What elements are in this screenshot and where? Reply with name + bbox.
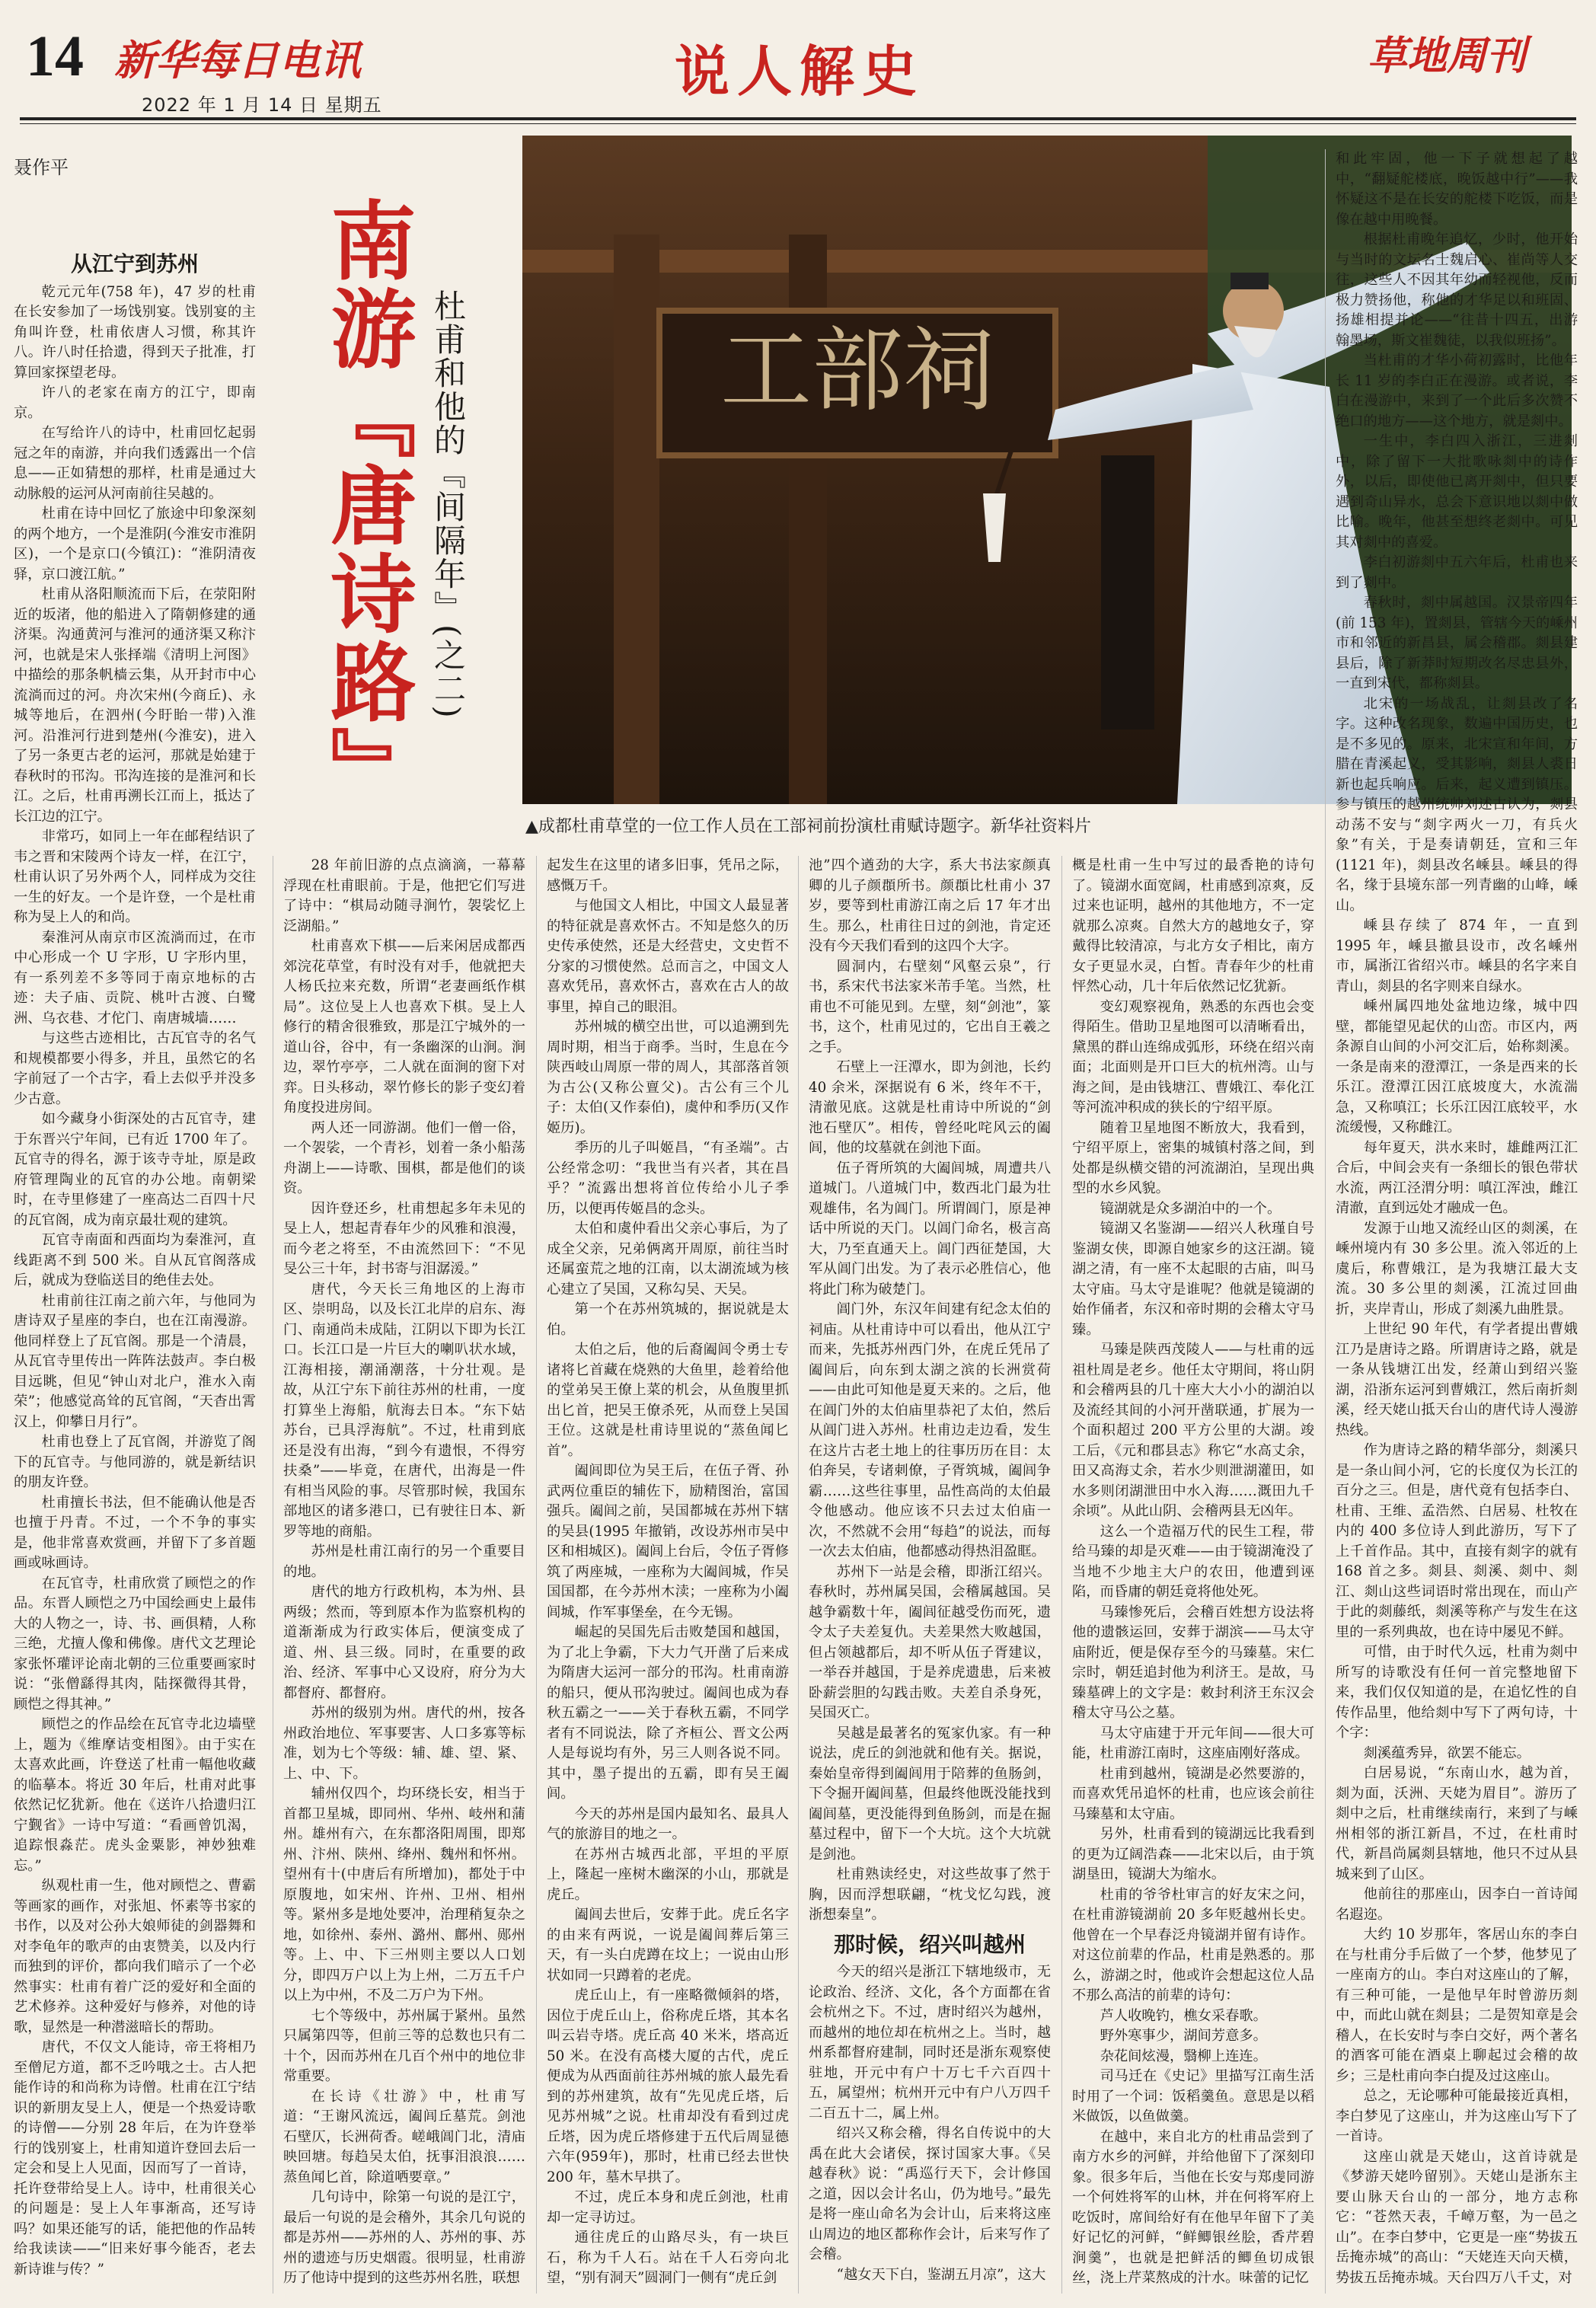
text-column <box>1072 856 1314 2294</box>
paragraph: 杜甫前往江南之前六年，与他同为唐诗双子星座的李白，也在江南漫游。他同样登上了瓦官阁。那是一个清晨，从瓦官寺里传出一阵阵法鼓声。李白极目远眺，但见“钟山对北户，淮水入南荣”；他感觉高耸的瓦官阁，“天杳出霄汉上，仰攀日月行”。 <box>14 1292 256 1430</box>
paragraph: 在苏州古城西北部，平坦的平原上，隆起一座树木幽深的小山，那就是虎丘。 <box>547 1846 789 1903</box>
paragraph: 镜湖又名鉴湖——绍兴人秋瑾自号鉴湖女侠，即源自她家乡的这汪湖。镜湖之清，有一座不太起眼的古庙，叫马太守庙。马太守是谁呢？他就是镜湖的始作俑者，东汉和帝时期的会稽太守马臻。 <box>1072 1221 1314 1338</box>
paragraph: 司马迁在《史记》里描写江南生活时用了一个词：饭稻羹鱼。意思是以稻米做饭，以鱼做羹。 <box>1072 2068 1314 2124</box>
paragraph: 北宋的一场战乱，让剡县改了名字。这种改名现象，数遍中国历史，也是不多见的。原来，北宋宣和年间，方腊在青溪起义，受其影响，剡县人裘日新也起兵响应。后来，起义遭到镇压。参与镇压的越州统帅刘述古认为，剡县动荡不安与“剡字两火一刀，有兵火象”有关，于是奏请朝廷，宣和三年(1121 年)，剡县改名嵊县。嵊县的得名，缘于县境东部一列青幽的山峰，嵊山。 <box>1336 695 1578 914</box>
column-divider <box>798 856 799 2294</box>
paragraph: 顾恺之的作品绘在瓦官寺北边墙壁上，题为《维摩诘变相图》。由于实在太喜欢此画，许登送了杜甫一幅他收藏的临摹本。将近 30 年后，杜甫对此事依然记忆犹新。他在《送许八拾遗归江宁觐省》一诗中写道：“看画曾饥渴，追踪恨淼茫。虎头金粟影，神妙独难忘。” <box>14 1716 256 1874</box>
paragraph: 芦人收晚钓，樵女采春歌。 <box>1100 2007 1267 2024</box>
paragraph: 今天的苏州是国内最知名、最具人气的旅游目的地之一。 <box>547 1805 789 1842</box>
page-number: 14 <box>26 24 84 88</box>
paragraph: 苏州是杜甫江南行的另一个重要目的地。 <box>283 1543 525 1580</box>
text-column <box>547 856 789 2294</box>
paragraph: 因许登还乡，杜甫想起多年未见的旻上人，想起青春年少的风雅和浪漫，而今老之将至，不由流然回下：“不见旻公三十年，封书寄与泪潺湲。” <box>283 1200 525 1277</box>
paragraph-continued: 池”四个遒劲的大字，系大书法家颜真卿的儿子颜頵所书。颜頵比杜甫小 37 岁，要等到杜甫游江南之后 17 年才出生。那么，杜甫往日过的剑池，肯定还没有今天我们看到的这四个大字。 <box>809 857 1051 954</box>
photo-caption: ▲成都杜甫草堂的一位工作人员在工部祠前扮演杜甫赋诗题字。新华社资料片 <box>525 817 1091 836</box>
paragraph: 阖闾去世后，安葬于此。虎丘名字的由来有两说，一说是阖闾葬后第三天，有一头白虎蹲在坟上；一说由山形状如同一只蹲着的老虎。 <box>547 1907 789 1984</box>
paragraph: 杜甫到越州，镜湖是必然要游的，而喜欢凭吊追怀的杜甫，也应该会前往马臻墓和太守庙。 <box>1072 1765 1314 1822</box>
paragraph: 石壁上一汪潭水，即为剑池，长约 40 余米，深据说有 6 米，终年不干，清澈见底。这就是杜甫诗中所说的“剑池石壁仄”。相传，曾经叱咤风云的阖闾，他的坟墓就在剑池下面。 <box>809 1059 1051 1156</box>
paragraph-continued: 概是杜甫一生中写过的最香艳的诗句了。镜湖水面宽阔，杜甫感到凉爽，反过来也证明，越州的其他地方，不一定就那么凉爽。自然大方的越地女子，穿戴得比较清凉，与北方女子相比，南方女子更显水灵，白皙。青春年少的杜甫怦然心动，几十年后依然记忆犹新。 <box>1072 857 1314 994</box>
paragraph: 另外，杜甫看到的镜湖远比我看到的更为辽阔浩森——北宋以后，由于筑湖垦田，镜湖大为缩水。 <box>1072 1826 1314 1882</box>
paragraph: 李白初游剡中五六年后，杜甫也来到了剡中。 <box>1336 554 1578 591</box>
paragraph: 虎丘山上，有一座略微倾斜的塔，因位于虎丘山上，俗称虎丘塔，其本名叫云岩寺塔。虎丘高 40 米米，塔高近 50 米。在没有高楼大厦的古代，虎丘便成为从西面前往苏州城的旅人最先看到的苏州建筑，故有“先见虎丘塔，后见苏州城”之说。杜甫却没有看到过虎丘塔，因为虎丘塔修建于五代后周显德六年(959年)，那时，杜甫已经去世快 200 年，墓木早拱了。 <box>547 1987 789 2185</box>
paragraph: 杜甫熟读经史，对这些故事了然于胸，因而浮想联翩，“枕戈忆勾践，渡浙想秦皇”。 <box>809 1866 1051 1923</box>
paragraph: 几句诗中，除第一句说的是江宁，最后一句说的是会稽外，其余几句说的都是苏州——苏州的人、苏州的事、苏州的遗迹与历史烟霞。很明显，杜甫游历了他诗中提到的这些苏州名胜，联想 <box>283 2189 525 2286</box>
paragraph: 两人还一同游湖。他们一僧一俗，一个袈裟，一个青衫，划着一条小船荡舟湖上——诗歌、围棋，都是他们的谈资。 <box>283 1119 525 1196</box>
paragraph: 纵观杜甫一生，他对顾恺之、曹霸等画家的画作，对张旭、怀素等书家的书作，以及对公孙大娘师徒的剑器舞和对李龟年的歌声的由衷赞美，以及内行而独到的评价，都向我们暗示了一个必然事实：杜甫有着广泛的爱好和全面的艺术修养。这种爱好与修养，对他的诗歌，显然是一种潜滋暗长的帮助。 <box>14 1878 256 2035</box>
paragraph: 第一个在苏州筑城的，据说就是太伯。 <box>547 1301 789 1338</box>
paragraph: 太伯之后，他的后裔阖闾令勇士专诸将匕首藏在烧熟的大鱼里，趁着给他的堂弟吴王僚上菜的机会，从鱼腹里抓出匕首，把吴王僚杀死，从而登上吴国王位。这就是杜甫诗里说的“蒸鱼闻匕首”。 <box>547 1342 789 1459</box>
text-column <box>809 856 1051 2294</box>
paragraph-continued: 和此牢固，他一下子就想起了越中，“翻疑舵楼底，晚饭越中行”——我怀疑这不是在长安的舵楼下吃饭，而是像在越中用晚餐。 <box>1336 151 1578 228</box>
paragraph: 变幻观察视角，熟悉的东西也会变得陌生。借助卫星地图可以清晰看出，黛黑的群山连绵成弧形，环绕在绍兴南面；北面则是开口巨大的杭州湾。山与海之间，是由钱塘江、曹娥江、奉化江等河流冲积成的狭长的宁绍平原。 <box>1072 998 1314 1116</box>
paragraph: 苏州的级别为州。唐代的州，按各州政治地位、军事要害、人口多寡等标准，划为七个等级：辅、雄、望、紧、上、中、下。 <box>283 1705 525 1782</box>
paragraph: 马臻是陕西茂陵人——与杜甫的远祖杜周是老乡。他任太守期间，将山阴和会稽两县的几十座大大小小的湖泊以及流经其间的小河开凿联通，扩展为一个面积超过 200 平方公里的大湖。竣工后，《元和郡县志》称它“水高丈余，田又高海丈余，若水少则泄湖灌田，如水多则闭湖泄田中水入海……溉田九千余顷”。从此山阴、会稽两县无凶年。 <box>1072 1342 1314 1519</box>
section-heading: 从江宁到苏州 <box>70 251 199 276</box>
paragraph: 不过，虎丘本身和虎丘剑池，杜甫却一定寻访过。 <box>547 2189 789 2226</box>
paragraph: 唐代，不仅文人能诗，帝王将相乃至僧尼方道，都不乏吟哦之士。古人把能作诗的和尚称为诗僧。杜甫在江宁结识的新朋友旻上人，便是一个热爱诗歌的诗僧——分别 28 年后，在为许登举行的饯别宴上，杜甫知道许登回去后一定会和旻上人见面，因而写了一首诗，托许登带给旻上人。诗中，杜甫很关心的问题是：旻上人年事渐高，还写诗吗？如果还能写的话，能把他的作品转给我读读——“旧来好事今能否，老去新诗谁与传？” <box>14 2039 256 2278</box>
paragraph: 杜甫也登上了瓦官阁，并游览了阁下的瓦官寺。与他同游的，就是新结识的朋友许登。 <box>14 1434 256 1490</box>
paragraph: 杜甫擅长书法，但不能确认他是否也擅于丹青。不过，一个不争的事实是，他非常喜欢赏画，并留下了多首题画或咏画诗。 <box>14 1494 256 1571</box>
author-byline: 聂作平 <box>14 157 69 178</box>
paragraph: 绍兴又称会稽，得名自传说中的大禹在此大会诸侯，探讨国家大事。《吴越春秋》说：“禹巡行天下，会计修国之道，因以会计名山，仍为地号。”最先是将一座山命名为会计山，后来将这座山周边的地区都称作会计，后来写作了会稽。 <box>809 2125 1051 2262</box>
header-rule <box>20 117 1576 120</box>
issue-date: 2022 年 1 月 14 日 星期五 <box>142 94 382 116</box>
paragraph: 乾元元年(758 年)，47 岁的杜甫在长安参加了一场饯别宴。饯别宴的主角叫许登，杜甫依唐人习惯，称其许八。许八时任拾遗，得到天子批准，打算回家探望老母。 <box>14 283 256 381</box>
paragraph: 马臻惨死后，会稽百姓想方设法将他的遗骸运回，安葬于湖滨——马太守庙附近，便是保存至今的马臻墓。宋仁宗时，朝廷追封他为利济王。是故，马臻墓碑上的文字是：敕封利济王东汉会稽太守马公之墓。 <box>1072 1604 1314 1721</box>
paragraph: 大约 10 岁那年，客居山东的李白在与杜甫分手后做了一个梦，他梦见了一座南方的山。李白对这座山的了解，有三种可能，一是他早年时曾游历剡中，而此山就在剡县；二是贺知章是会稽人，在长安时与李白交好，两个著名的酒客可能在酒桌上聊起过会稽的故乡；三是杜甫向李白提及过这座山。 <box>1336 1927 1578 2084</box>
column-divider <box>1325 149 1326 2294</box>
paragraph: 这座山就是天姥山，这首诗就是《梦游天姥吟留别》。天姥山是浙东主要山脉天台山的一部分，地方志称它：“苍然天表，千嶂万壑，为一邑之山”。在李白梦中，它更是一座“势拔五岳掩赤城”的高山：“天姥连天向天横，势拔五岳掩赤城。天台四万八千丈，对 <box>1336 2148 1578 2286</box>
paragraph: 唐代，今天长三角地区的上海市区、崇明岛，以及长江北岸的启东、海门、南通尚未成陆，江阴以下即为长江口。长江口是一片巨大的喇叭状水域，江海相接，潮涌潮落，十分壮观。是故，从江宁东下前往苏州的杜甫，一度打算坐上海船，航海去日本。“东下姑苏台，已具浮海航”。不过，杜甫到底还是没有出海，“到今有遗恨，不得穷扶桑”——毕竟，在唐代，出海是一件有相当风险的事。尽管那时候，我国东部地区的诸多港口，已有驶往日本、新罗等地的商船。 <box>283 1281 525 1540</box>
header-rule-thin <box>20 123 1576 124</box>
headline: 南游『唐诗路』 <box>317 196 417 815</box>
paragraph: 通往虎丘的山路尽头，有一块巨石，称为千人石。站在千人石旁向北望，“别有洞天”圆洞门一侧有“虎丘剑 <box>547 2230 789 2286</box>
paragraph: 嵊州属四地处盆地边缘，城中四壁，都能望见起伏的山峦。市区内，两条源自山间的小河交汇后，始称剡溪。一条是南来的澄潭江，一条是西来的长乐江。澄潭江因江底坡度大，水流湍急，又称嗔江；长乐江因江底较平，水流缓慢，又称雌江。 <box>1336 998 1578 1135</box>
paragraph: 白居易说，“东南山水，越为首，剡为面，沃洲、天姥为眉目”。游历了剡中之后，杜甫继续南行，来到了与嵊州相邻的浙江新昌，不过，在杜甫时代，新昌尚属剡县辖地，他只不过从县城来到了山区。 <box>1336 1765 1578 1882</box>
paragraph: 与这些古迹相比，古瓦官寺的名气和规模都要小得多，并且，虽然它的名字前冠了一个古字，看上去似乎并没多少古意。 <box>14 1030 256 1107</box>
paragraph: 瓦官寺南面和西面均为秦淮河，直线距离不到 500 米。自从瓦官阁落成后，就成为登临送目的绝佳去处。 <box>14 1232 256 1288</box>
paragraph: 许八的老家在南方的江宁，即南京。 <box>14 385 256 421</box>
paragraph: 如今藏身小街深处的古瓦官寺，建于东晋兴宁年间，已有近 1700 年了。瓦官寺的得名，源于该寺寺址，原是政府管理陶业的瓦官的办公地。南朝梁时，在寺里修建了一座高达二百四十尺的瓦官阁，成为南京最壮观的建筑。 <box>14 1111 256 1228</box>
section-title: 说人解史 <box>674 39 924 104</box>
paragraph: 崛起的吴国先后击败楚国和越国，为了北上争霸，下大力气开凿了后来成为隋唐大运河一部分的邗沟。杜甫南游的船只，便从邗沟驶过。阖闾也成为春秋五霸之一——关于春秋五霸，不同学者有不同说法，除了齐桓公、晋文公两人是每说均有外，另三人则各说不同。其中，墨子提出的五霸，即有吴王阖闾。 <box>547 1624 789 1802</box>
paragraph: 杜甫从洛阳顺流而下后，在荥阳附近的坂渚，他的船进入了隋朝修建的通济渠。沟通黄河与淮河的通济渠又称汴河，也就是宋人张择端《清明上河图》中描绘的那条帆樯云集，从开封市中心流淌而过的河。舟次宋州(今商丘)、永城等地后，在泗州(今盱眙一带)入淮河。沿淮河行进到楚州(今淮安)，进入了另一条更古老的运河，那就是始建于春秋时的邗沟。邗沟连接的是淮河和长江。之后，杜甫再溯长江而上，抵达了长江边的江宁。 <box>14 586 256 825</box>
paragraph: 辅州仅四个，均环绕长安，相当于首都卫星城，即同州、华州、岐州和蒲州。雄州有六，在东都洛阳周围，即郑州、汴州、陕州、绛州、魏州和怀州。望州有十(中唐后有所增加)，都处于中原腹地，如宋州、许州、卫州、相州等。紧州多是地处要冲，治理稍复杂之地，如徐州、泰州、潞州、鄜州、郧州等。上、中、下三州则主要以人口划分，即四万户以上为上州，二万五千户以上为中州，不及二万户为下州。 <box>283 1786 525 2003</box>
paragraph: 这么一个造福万代的民生工程，带给马臻的却是灭难——由于镜湖淹没了当地不少地主大户的农田，他遭到诬陷，而昏庸的朝廷竟将他处死。 <box>1072 1523 1314 1600</box>
paragraph: 秦淮河从南京市区流淌而过，在市中心形成一个 U 字形，U 字形内里，有一系列差不多等同于南京地标的古迹：夫子庙、贡院、桃叶古渡、白鹭洲、乌衣巷、才佗门、南唐城墙…… <box>14 929 256 1026</box>
paragraph: 嵊县存续了 874 年，一直到 1995 年，嵊县撤县设市，改名嵊州市，属浙江省绍兴市。嵊县的名字来自青山，剡县的名字则来自绿水。 <box>1336 918 1578 994</box>
paragraph: 与他国文人相比，中国文人最显著的特征就是喜欢怀古。不知是悠久的历史传承使然，还是大经营史，文史哲不分家的习惯使然。总而言之，中国文人喜欢凭吊，喜欢怀古，喜欢在古人的故事里，掉自己的眼泪。 <box>547 898 789 1015</box>
plaque-text: 工部祠 <box>720 318 994 424</box>
paragraph: 春秋时，剡中属越国。汉景帝四年(前 153 年)，置剡县，管辖今天的嵊州市和邻近的新昌县，属会稽郡。剡县建县后，除了新莽时短期改名尽忠县外，一直到宋代，都称剡县。 <box>1336 595 1578 691</box>
paragraph-continued: 28 年前旧游的点点滴滴，一幕幕浮现在杜甫眼前。于是，他把它们写进了诗中：“棋局动随寻涧竹，袈裟忆上泛湖船。” <box>283 857 525 934</box>
paragraph: 野外寒事少，湖间芳意多。 <box>1100 2028 1267 2044</box>
paragraph: 总之，无论哪种可能最接近真相，李白梦见了这座山，并为这座山写下了一首诗。 <box>1336 2088 1578 2144</box>
text-column <box>14 245 256 2294</box>
text-column <box>283 856 525 2294</box>
column-divider <box>1061 856 1062 2294</box>
paragraph: 当杜甫的才华小荷初露时，比他年长 11 岁的李白正在漫游。或者说，李白在漫游中，来到了一个此后多次赞不绝口的地方——这个地方，就是剡中。 <box>1336 353 1578 429</box>
paragraph: 发源于山地又流经山区的剡溪，在嵊州境内有 30 多公里。流入邻近的上虞后，称曹娥江，是为我塘江最大支流。30 多公里的剡溪，江流过回曲折，夹岸青山，形成了剡溪九曲胜景。 <box>1336 1220 1578 1317</box>
paragraph: 根据杜甫晚年追忆，少时，他开始与当时的文坛名士魏启心、崔尚等人交往，这些人不因其年幼而轻视他，反而极力赞扬他，称他的才华足以和班固、扬雄相提并论——“往昔十四五，出游翰墨场，斯文崔魏徒，以我似班扬”。 <box>1336 231 1578 349</box>
paragraph: 季历的儿子叫姬昌，“有圣端”。古公经常念叨：“我世当有兴者，其在昌乎？”流露出想将首位传给小儿子季历，以便再传姬昌的念头。 <box>547 1140 789 1217</box>
paragraph: 七个等级中，苏州属于紧州。虽然只属第四等，但前三等的总数也只有二十个，因而苏州在几百个州中的地位非常重要。 <box>283 2007 525 2084</box>
paragraph: 苏州城的横空出世，可以追溯到先周时期，相当于商季。当时，生息在今陕西岐山周原一带的周人，其部落首领为古公(又称公亶父)。古公有三个儿子：太伯(又作泰伯)，虞仲和季历(又作姬历)。 <box>547 1019 789 1136</box>
paragraph: 伍子胥所筑的大阖闾城，周遭共八道城门。八道城门中，数西北门最为壮观雄伟，名为阊门。所谓阊门，原是神话中所说的天门。以阊门命名，极言高大，乃至直通天上。阊门西征楚国，大军从阊门出发。为了表示必胜信心，他将此门称为破楚门。 <box>809 1160 1051 1298</box>
paragraph: 可惜，由于时代久远，杜甫为剡中所写的诗歌没有任何一首完整地留下来，我们仅仅知道的是，在追忆性的自传作品里，他给剡中写下了两句诗，十个字： <box>1336 1644 1578 1741</box>
headline-dek: 杜甫和他的『间隔年』(之二) <box>429 289 467 720</box>
paragraph: 杂花间炫漫，翳柳上连连。 <box>1100 2048 1267 2064</box>
paragraph: 圆洞内，右壁刻“风壑云泉”，行书，系宋代书法家米芾手笔。当然，杜甫也不可能见到。左壁，刻“剑池”，篆书，这个，杜甫见过的，它出自王羲之之手。 <box>809 958 1051 1055</box>
paragraph: “越女天下白，鉴湖五月凉”，这大 <box>836 2266 1046 2283</box>
paragraph: 作为唐诗之路的精华部分，剡溪只是一条山间小河，它的长度仅为长江的百分之三。但是，唐代竟有包括李白、杜甫、王维、孟浩然、白居易、杜牧在内的 400 多位诗人到此游历，写下了上千首作品。其中，直接有剡字的就有 168 首之多。剡县、剡溪、剡中、剡江、剡山这些词语时常出现在，而山产于此的剡藤纸，剡溪等称产与发生在这里的一系列典故，也在诗中屡见不鲜。 <box>1336 1442 1578 1640</box>
paragraph: 杜甫喜欢下棋——后来闲居成都西郊浣花草堂，有时没有对手，他就把夫人杨氏拉来充数，所谓“老妻画纸作棋局”。这位旻上人也喜欢下棋。旻上人修行的精舍很雅致，那是江宁城外的一道山谷，谷中，有一条幽深的山涧。涧边，翠竹亭亭，二人就在面涧的窗下对弈。日头移动，翠竹修长的影子变幻着角度投进房间。 <box>283 938 525 1116</box>
column-divider <box>536 856 537 2294</box>
paragraph: 每年夏天，洪水来时，雄雌两江汇合后，中间会夹有一条细长的银色带状水流，两江泾渭分明：嗔江浑浊，雌江清澈，直到远处才融成一色。 <box>1336 1139 1578 1216</box>
paragraph: 上世纪 90 年代，有学者提出曹娥江乃是唐诗之路。所谓唐诗之路，就是一条从钱塘江出发，经萧山到绍兴鉴湖，沿浙东运河到曹娥江，然后南折剡溪，经天姥山抵天台山的唐代诗人漫游热线。 <box>1336 1321 1578 1438</box>
paragraph-continued: 起发生在这里的诸多旧事，凭吊之际，感慨万千。 <box>547 857 789 894</box>
paragraph: 阊门外，东汉年间建有纪念太伯的祠庙。从杜甫诗中可以看出，他从江宁而来，先抵苏州西门外，在虎丘凭吊了阖闾后，向东到太湖之滨的长洲赏荷——由此可知他是夏天来的。之后，他在阊门外的太伯庙里恭祀了太伯，然后从阊门进入苏州。杜甫边走边看，发生在这片古老土地上的往事历历在目：太伯奔吴，专诸刺僚，子胥筑城，阖闾争霸……这些往事里，品性高尚的太伯最令他感动。他应该不只去过太伯庙一次，不然就不会用“每趋”的说法，而每一次去太伯庙，他都感动得热泪盈眶。 <box>809 1301 1051 1559</box>
paragraph: 太伯和虞仲看出父亲心事后，为了成全父亲，兄弟俩离开周原，前往当时还属蛮荒之地的江南，以太湖流域为核心建立了吴国，又称勾吴、天吴。 <box>547 1221 789 1298</box>
paragraph: 非常巧，如同上一年在邮程结识了韦之晋和宋陵两个诗友一样，在江宁，杜甫认识了另外两个人，同样成为交往一生的好友。一个是许登，一个是杜甫称为旻上人的和尚。 <box>14 828 256 925</box>
paragraph: 今天的绍兴是浙江下辖地级市，无论政治、经济、文化，各个方面都在省会杭州之下。不过，唐时绍兴为越州，而越州的地位却在杭州之上。当时，越州系都督府建制，同时还是浙东观察使驻地，开元中有户十万七千六百四十五，属望州；杭州开元中有户八万四千二百五十二，属上州。 <box>809 1964 1051 2121</box>
paragraph: 杜甫的爷爷杜审言的好友宋之问，在杜甫游镜湖前 20 多年贬越州长史。他曾在一个早春泛舟镜湖并留有诗作。对这位前辈的作品，杜甫是熟悉的。那么，游湖之时，他或许会想起这位人品不那么高洁的前辈的诗句： <box>1072 1886 1314 2003</box>
paragraph: 在长诗《壮游》中，杜甫写道：“王谢风流远，阖闾丘墓荒。剑池石壁仄，长洲荷香。嵯峨阊门北，清庙映回塘。每趋吴太伯，抚事泪浪浪……蒸鱼闻匕首，除道哂要章。” <box>283 2088 525 2185</box>
weekly-logo: 草地周刊 <box>1368 33 1527 79</box>
paragraph: 在写给许八的诗中，杜甫回忆起弱冠之年的南游，并向我们透露出一个信息——正如猜想的那样，杜甫是通过大动脉般的运河从河南前往吴越的。 <box>14 425 256 502</box>
paragraph: 镜湖就是众多湖泊中的一个。 <box>1100 1200 1282 1217</box>
paragraph: 吴越是最著名的冤家仇家。有一种说法，虎丘的剑池就和他有关。据说，秦始皇帝得到阖闾用于陪葬的鱼肠剑，下令掘开阖闾墓，但最终他既没能找到阖闾墓，更没能得到鱼肠剑，而是在掘墓过程中，留下一个大坑。这个大坑就是剑池。 <box>809 1725 1051 1863</box>
paragraph: 在越中，来自北方的杜甫品尝到了南方水乡的河鲜，并给他留下了深刻印象。很多年后，当他在长安与郑虔同游一个何姓将军的山林，并在何将军府上吃饭时，席间给好有在他早年留下了美好记忆的河鲜，“鲜鲫银丝脍，香芹碧涧羹”，也就是把鲜活的鲫鱼切成银丝，浇上芹菜熬成的汁水。味蕾的记忆 <box>1072 2128 1314 2286</box>
paragraph: 一生中，李白四入浙江，三进剡中，除了留下一大批歌咏剡中的诗作外，以后，即使他已离开剡中，但只要遇到奇山异水，总会下意识地以剡中做比喻。晚年，他甚至想终老剡中。可见其对剡中的喜爱。 <box>1336 433 1578 551</box>
paragraph: 剡溪蕴秀异，欲罢不能忘。 <box>1363 1745 1531 1761</box>
text-column <box>1336 149 1578 2294</box>
paragraph: 随着卫星地图不断放大，我看到，宁绍平原上，密集的城镇村落之间，到处都是纵横交错的河流湖泊，呈现出典型的水乡风貌。 <box>1072 1119 1314 1196</box>
paragraph: 阖闾即位为吴王后，在伍子胥、孙武两位重臣的辅佐下，励精图治，富国强兵。阖闾之前，吴国都城在苏州下辖的吴县(1995 年撤销，改设苏州市吴中区和相城区)。阖闾上台后，令伍子胥修筑了两座城，一座称为大阖闾城，作吴国国都，在今苏州木渎；一座称为小阖闾城，作军事堡垒，在今无锡。 <box>547 1463 789 1620</box>
paragraph: 他前往的那座山，因李白一首诗闻名遐迩。 <box>1336 1886 1578 1923</box>
paragraph: 苏州下一站是会稽，即浙江绍兴。春秋时，苏州属吴国，会稽属越国。吴越争霸数十年，阖闾征越受伤而死，遗令太子夫差复仇。夫差果然大败越国，但占领越都后，却不听从伍子胥建议，一举吞并越国，于是养虎遗患，后来被卧薪尝胆的勾践击败。夫差自杀身死，吴国灭亡。 <box>809 1563 1051 1721</box>
paragraph: 唐代的地方行政机构，本为州、县两级；然而，等到原本作为监察机构的道渐渐成为行政实体后，便演变成了道、州、县三级。同时，在重要的政治、经济、军事中心又设府，府分为大都督府、都督府。 <box>283 1584 525 1701</box>
paragraph: 马太守庙建于开元年间——很大可能，杜甫游江南时，这座庙刚好落成。 <box>1072 1725 1314 1761</box>
paragraph: 杜甫在诗中回忆了旅途中印象深刻的两个地方，一个是淮阴(今淮安市淮阴区)，一个是京口(今镇江)：“淮阴清夜驿，京口渡江航。” <box>14 506 256 583</box>
section-heading: 那时候，绍兴叫越州 <box>833 1931 1026 1957</box>
newspaper-logo: 新华每日电讯 <box>114 36 361 85</box>
paragraph: 在瓦官寺，杜甫欣赏了顾恺之的作品。东晋人顾恺之乃中国绘画史上最伟大的人物之一，诗、书、画俱精，人称三绝，尤擅人像和佛像。唐代文艺理论家张怀瓘评论南北朝的三位重要画家时说：“张僧繇得其肉，陆探微得其骨，顾恺之得其神。” <box>14 1575 256 1713</box>
